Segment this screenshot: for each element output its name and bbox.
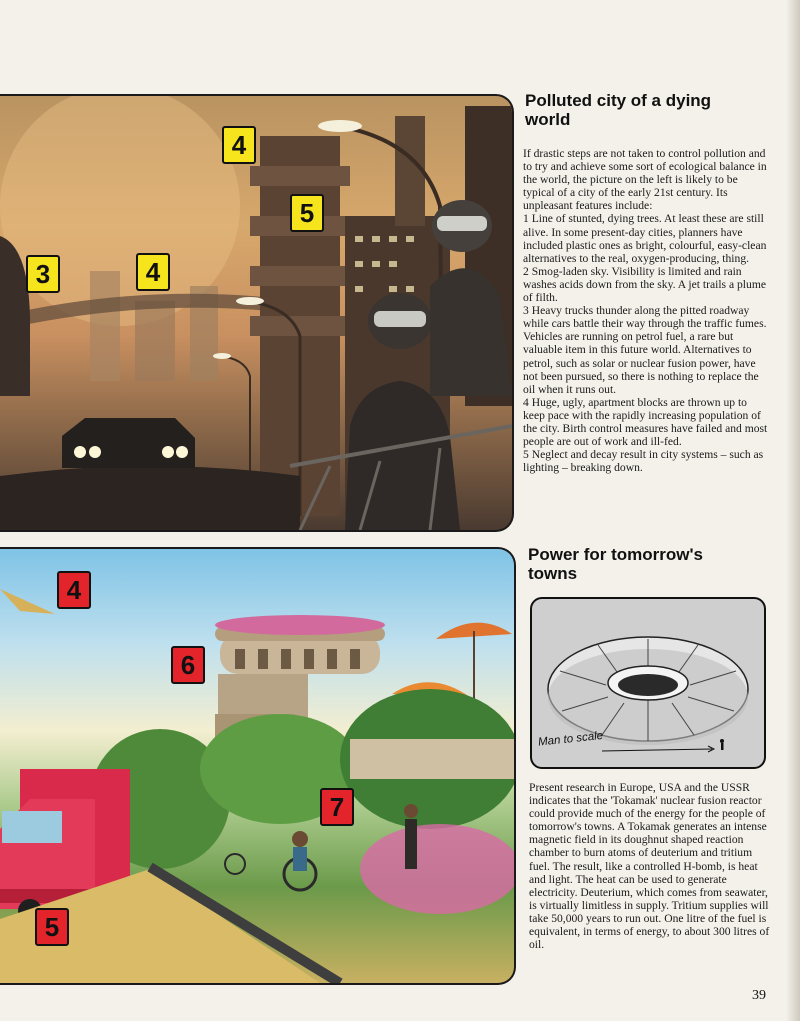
feature-item-2: 2 Smog-laden sky. Visibility is limited and rain washes acids down from the sky. A jet trails a plume of filth.	[523, 264, 766, 305]
label-3-heavy-trucks: 3	[26, 255, 60, 293]
label-5-clean-truck: 5	[35, 908, 69, 946]
feature-item-3: 3 Heavy trucks thunder along the pitted roadway while cars battle their way through the traffic fumes. Vehicles are running on petrol fuel, a rare but valuable item in this future world. Alternatives to petrol, such as solar or nuclear fusion power, have not been pursued, so there is nothing to replace the oil when it runs out.	[523, 304, 767, 396]
page-edge	[786, 0, 800, 1021]
polluted-city-intro: If drastic steps are not taken to control pollution and to try and achieve some sort of ecological balance in the world, the picture on the left is likely to be typical of a city of the early 21st century. Its unpleasant features include:	[523, 147, 767, 213]
polluted-city-heading: Polluted city of a dying world	[525, 91, 712, 129]
green-city-illustration	[0, 547, 516, 985]
green-city-scene	[0, 549, 514, 983]
label-6-terraced-building: 6	[171, 646, 205, 684]
feature-item-1: 1 Line of stunted, dying trees. At least these are still alive. In some present-day cities, planners have included plastic ones as bright, colourful, easy-clean alternatives to the real, oxygen-producing, thing.	[523, 212, 767, 265]
label-4-aircraft: 4	[57, 571, 91, 609]
feature-item-4: 4 Huge, ugly, apartment blocks are thrown up to keep pace with the rapidly increasing population of the city. Birth control measures have failed and most people are out of work and ill-fed.	[523, 395, 768, 449]
label-5-broken-lighting: 5	[290, 194, 324, 232]
page-number: 39	[752, 988, 766, 1003]
tokamak-paragraph: Present research in Europe, USA and the USSR indicates that the 'Tokamak' nuclear fusion reactor could provide much of the energy for the people of tomorrow's towns. A Tokamak generates an intense magnetic field in its doughnut shaped reaction chamber to burn atoms of deuterium and tritium fuel. The result, like a controlled H-bomb, is heat and light. The heat can be used to generate electricity. Deuterium, which comes from seawater, is virtually limitless in supply. Tritium supplies will take 50,000 years to run out. One litre of the fuel is equivalent, in terms of energy, to about 300 litres of oil.	[529, 781, 770, 952]
man-to-scale-label: Man to scale	[537, 729, 604, 749]
label-7-cycle-path: 7	[320, 788, 354, 826]
power-heading: Power for tomorrow's towns	[528, 545, 704, 583]
polluted-city-scene	[0, 96, 512, 530]
power-text	[529, 781, 774, 951]
label-4-distant-blocks: 4	[136, 253, 170, 291]
polluted-city-illustration	[0, 94, 514, 532]
tokamak-reactor-diagram	[530, 597, 766, 769]
label-4-apartment-block: 4	[222, 126, 256, 164]
polluted-city-text	[523, 147, 771, 474]
feature-item-5: 5 Neglect and decay result in city systems – such as lighting – breaking down.	[523, 448, 764, 475]
man-figure-icon	[720, 739, 724, 743]
